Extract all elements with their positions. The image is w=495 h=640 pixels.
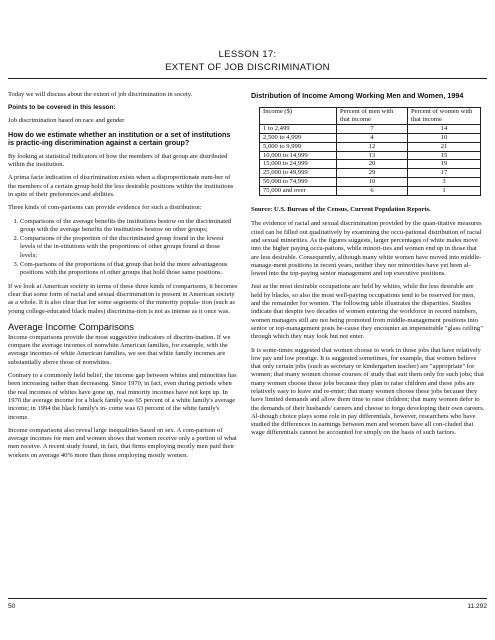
- paragraph: Income comparisons provide the most suggestive indicators of discrim-ination. If we compare the average incomes of nonwhite American families, for example, with the average incomes of white American families, we see that white family incomes are substantially above those of nonwhites.: [8, 333, 231, 366]
- course-code: 11.292: [467, 603, 487, 610]
- table-cell: 25,000 to 49,999: [260, 169, 337, 178]
- table-cell: 12: [337, 142, 408, 151]
- paragraph: If we look at American society in terms of these three kinds of comparisons, it becomes clear that some form of racial and sexual discrimination is present in American society as a whole. It is also clear that for some segments of the minority popula- tion (such as young college-educated black males) discrimina-tion is not as intense as it once was.: [8, 282, 238, 315]
- table-row: [260, 187, 481, 196]
- right-column: [251, 91, 486, 443]
- lesson-title: EXTENT OF JOB DISCRIMINATION: [165, 62, 330, 73]
- header-divider: [8, 78, 487, 79]
- table-source: Source: U.S. Bureau of the Census, Current Population Reports.: [251, 206, 431, 214]
- table-cell: 50,000 to 74,999: [260, 178, 337, 187]
- table-cell: 17: [408, 169, 481, 178]
- table-cell: 1 to 2,499: [260, 124, 337, 133]
- footer-divider: [8, 598, 487, 599]
- table-row: [260, 124, 481, 133]
- income-table: [259, 107, 481, 196]
- table-cell: 2,500 to 4,999: [260, 133, 337, 142]
- page-number: 50: [8, 603, 16, 610]
- table-row: [260, 151, 481, 160]
- table-header-cell: Percent of women with that income: [408, 108, 481, 125]
- table-cell: 3: [408, 178, 481, 187]
- intro-paragraph: Today we will discuss about the extent of job discrimination in socety.: [8, 91, 193, 98]
- paragraph: Contrary to a commonly held belief, the income gap between whites and minorities has been increasing rather than decreasing. Since 1970, in fact, even during periods when the real incomes of whites have gone up, real minority incomes have not kept up. In 1970 the average income for a black family was 65 percent of a white family's average income; in 1994 the black family's in- come was 63 percent of the white family's income.: [8, 372, 237, 421]
- table-row: [260, 133, 481, 142]
- paragraph: It is some-times suggested that women choose to work in those jobs that have relatively low pay and low prestige. It is suggested sometimes, for example, that women believe that only certain jobs (such as secretary or kindergarten teacher) are "appropriate" for women; that many women choose courses of study that suit them only for such jobs; that many women choose those jobs because they plan to raise children and these jobs are relatively easy to leave and re-enter; that many women choose these jobs because they have limited demands and allow them time to raise children; that many women defer to the demands of their husbands' careers and choose to forgo developing their own careers. Al-though choice plays some role in pay differentials, however, researchers who have studied the differences in earnings between men and women have all con-cluded that wage differentials cannot be accounted for simply on the basis of such factors.: [251, 346, 485, 437]
- list-item: 1. Comparisons of the average benefits the institutions bestow on the discriminated group with the average benefits the institutions bestow on other groups;: [20, 218, 238, 235]
- table-cell: 20: [337, 160, 408, 169]
- paragraph: By looking at statistical indicators of how the members of that group are distributed within the institution.: [8, 152, 228, 169]
- table-cell: 19: [408, 160, 481, 169]
- table-title: Distribution of Income Among Working Men and Women, 1994: [251, 91, 464, 100]
- table-row: [260, 160, 481, 169]
- section-title: Average Income Comparisons: [8, 320, 134, 332]
- table-cell: 75,000 and over: [260, 187, 337, 196]
- table-cell: 14: [408, 124, 481, 133]
- table-cell: 5,000 to 9,999: [260, 142, 337, 151]
- table-header-row: [260, 108, 481, 125]
- table-header-cell: Income ($): [260, 108, 337, 125]
- points-heading: Points to be covered in this lesson:: [8, 104, 116, 112]
- paragraph: Income comparisons also reveal large inequalities based on sex. A com-parison of average incomes for men and women shows that women receive only a portion of what men receive. A recent study found, in fact, that firms employing mostly men paid their workers on average 40% more than those employing mostly women.: [8, 426, 237, 459]
- table-row: [260, 142, 481, 151]
- table-cell: 15: [408, 151, 481, 160]
- table-cell: 6: [337, 187, 408, 196]
- lesson-number: LESSON 17:: [218, 49, 277, 60]
- table-header-cell: Percent of men with that income: [337, 108, 408, 125]
- table-cell: 10,000 to 14,999: [260, 151, 337, 160]
- table-cell: 10: [337, 178, 408, 187]
- paragraph: Three kinds of com-parisons can provide evidence for such a distribution:: [8, 204, 202, 212]
- table-cell: 15,000 to 24,999: [260, 160, 337, 169]
- table-row: [260, 169, 481, 178]
- table-row: [260, 178, 481, 187]
- list-item: 3. Com-parisons of the proportions of that group that hold the more advantageous positions with the proportions of other groups that hold those same positions.: [20, 261, 238, 278]
- table-cell: 10: [408, 133, 481, 142]
- left-column: [8, 91, 238, 465]
- table-cell: 7: [337, 124, 408, 133]
- lesson-header: [0, 48, 495, 74]
- comparison-list: [8, 218, 238, 278]
- table-cell: 13: [337, 151, 408, 160]
- paragraph: A prima facie indication of discrimination exists when a disproportionate num-ber of the members of a certain group hold the less desirable positions within the institutions in spite of their preferences and abilities.: [8, 174, 234, 198]
- paragraph: Just as the most desirable occupations are held by whites, while the less desirable are held by blacks, so also the most well-paying occupations tend to be reserved for men, and the remainder for women. The following table illustrates the disparities. Studies indicate that despite two decades of women entering the workforce in record numbers, women managers still are not being promoted from middle-management positions into senior or top-management posts be-cause they encounter an impenetrable "glass ceiling" through which they may look but not enter.: [251, 283, 483, 341]
- table-cell: 21: [408, 142, 481, 151]
- point-item: Job discrimination based on race and gender: [8, 117, 125, 125]
- paragraph: The evidence of racial and sexual discrimination provided by the quan-titative measures cited can be filled out qualitatively by examining the occu-pational distribution of racial and sexual minorities. As the figures suggests, larger percentages of white males move into the higher paying occu-pations, while minori-ties and women end up in those that are less desirable. Consequently, although many white women have moved into middle-manage-ment positions in recent years, neither they nor minorities have yet been al-lowed into the top-paying senior management and top executive positions.: [251, 220, 482, 278]
- table-cell: 4: [337, 133, 408, 142]
- table-cell: 29: [337, 169, 408, 178]
- list-item: 2. Comparisons of the proportion of the discriminated group found in the lowest levels of the in-stitutions with the proportions of other groups found at those levels;: [20, 235, 238, 260]
- table-cell: 1: [408, 187, 481, 196]
- question-heading: How do we estimate whether an institution or a set of institutions is practic-ing discrimination against a certain group?: [8, 129, 231, 148]
